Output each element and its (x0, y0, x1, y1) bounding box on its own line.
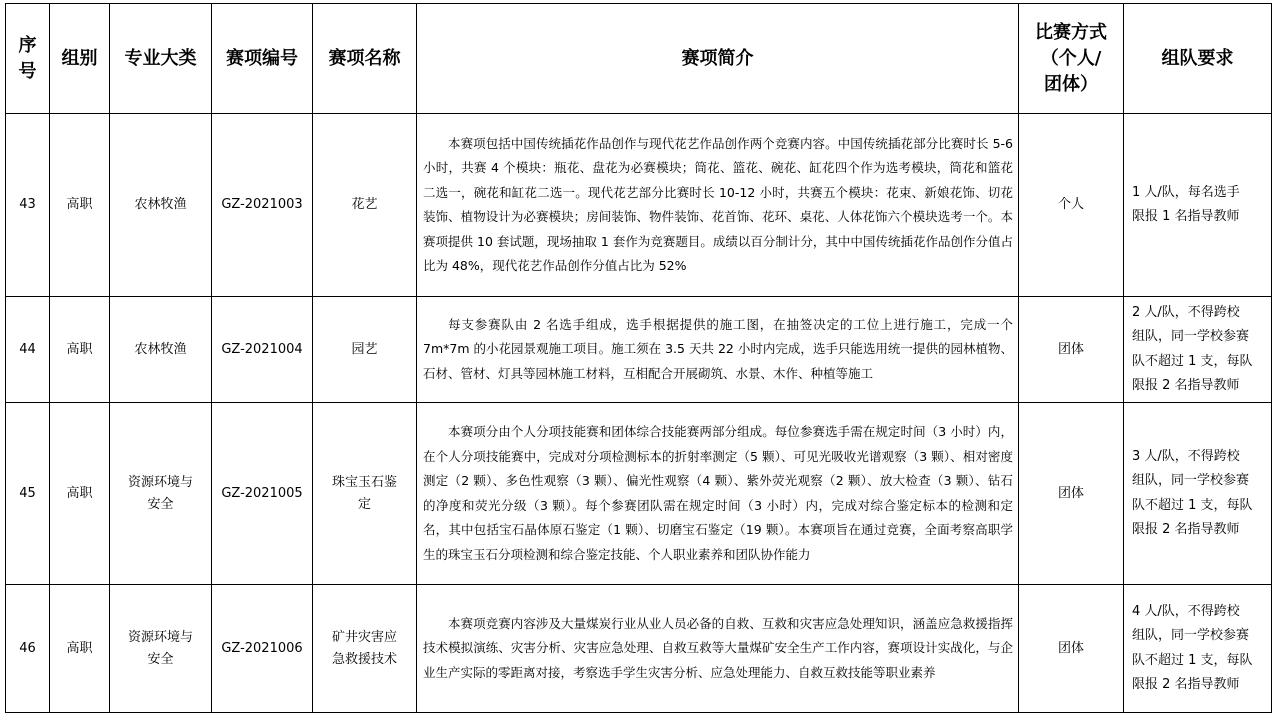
cell-intro: 本赛项分由个人分项技能赛和团体综合技能赛两部分组成。每位参赛选手需在规定时间（3 小时）内，在个人分项技能赛中，完成对分项检测标本的折射率测定（5 颗）、可见光吸收光谱观察（3 颗）、相对密度测定（2 颗）、多色性观察（3 颗）、偏光性观察（4 颗）、紫外荧光观察（2 颗）、放大检查（3 颗）、钻石的净度和荧光分级（3 颗）。每个参赛团队需在规定时间（3 小时）内，完成对综合鉴定标本的检测和定名，其中包括宝石晶体原石鉴定（1 颗）、切磨宝石鉴定（19 颗）。本赛项旨在通过竞赛，全面考察高职学生的珠宝玉石分项检测和综合鉴定技能、个人职业素养和团队协作能力 (417, 403, 1019, 585)
header-group: 组别 (50, 4, 110, 114)
cell-seq: 46 (6, 585, 50, 713)
table-row (6, 114, 1272, 297)
cell-name: 矿井灾害应 急救援技术 (313, 585, 417, 713)
header-mode: 比赛方式 （个人/ 团体） (1019, 4, 1124, 114)
cell-group: 高职 (50, 114, 110, 297)
table-row (6, 585, 1272, 713)
cell-team: 2 人/队，不得跨校 组队，同一学校参赛 队不超过 1 支，每队 限报 2 名指导教师 (1124, 297, 1272, 403)
cell-seq: 45 (6, 403, 50, 585)
cell-mode: 团体 (1019, 585, 1124, 713)
cell-code: GZ-2021003 (212, 114, 313, 297)
cell-name: 花艺 (313, 114, 417, 297)
cell-intro: 本赛项包括中国传统插花作品创作与现代花艺作品创作两个竞赛内容。中国传统插花部分比赛时长 5-6 小时，共赛 4 个模块：瓶花、盘花为必赛模块；筒花、篮花、碗花、缸花四个作为选考模块，筒花和篮花二选一，碗花和缸花二选一。现代花艺部分比赛时长 10-12 小时，共赛五个模块：花束、新娘花饰、切花装饰、植物设计为必赛模块；房间装饰、物件装饰、花首饰、花环、桌花、人体花饰六个模块选考一个。本赛项提供 10 套试题，现场抽取 1 套作为竞赛题目。成绩以百分制计分，其中中国传统插花作品创作分值占比为 48%，现代花艺作品创作分值占比为 52% (417, 114, 1019, 297)
cell-team: 4 人/队，不得跨校 组队，同一学校参赛 队不超过 1 支，每队 限报 2 名指导教师 (1124, 585, 1272, 713)
header-team: 组队要求 (1124, 4, 1272, 114)
cell-seq: 43 (6, 114, 50, 297)
cell-code: GZ-2021006 (212, 585, 313, 713)
cell-code: GZ-2021004 (212, 297, 313, 403)
cell-name: 园艺 (313, 297, 417, 403)
cell-code: GZ-2021005 (212, 403, 313, 585)
cell-major: 资源环境与 安全 (110, 403, 212, 585)
cell-intro: 本赛项竞赛内容涉及大量煤炭行业从业人员必备的自救、互救和灾害应急处理知识，涵盖应急救援指挥技术模拟演练、灾害分析、灾害应急处理、自救互救等大量煤矿安全生产工作内容，赛项设计实战化，与企业生产实际的零距离对接，考察选手学生灾害分析、应急处理能力、自救互救技能等职业素养 (417, 585, 1019, 713)
header-major: 专业大类 (110, 4, 212, 114)
table-row (6, 403, 1272, 585)
competition-table (5, 3, 1272, 713)
cell-major: 农林牧渔 (110, 114, 212, 297)
cell-team: 3 人/队，不得跨校 组队，同一学校参赛 队不超过 1 支，每队 限报 2 名指导教师 (1124, 403, 1272, 585)
cell-group: 高职 (50, 585, 110, 713)
header-code: 赛项编号 (212, 4, 313, 114)
cell-name: 珠宝玉石鉴 定 (313, 403, 417, 585)
cell-major: 资源环境与 安全 (110, 585, 212, 713)
cell-mode: 团体 (1019, 403, 1124, 585)
cell-mode: 团体 (1019, 297, 1124, 403)
cell-mode: 个人 (1019, 114, 1124, 297)
cell-intro: 每支参赛队由 2 名选手组成，选手根据提供的施工图，在抽签决定的工位上进行施工，完成一个 7m*7m 的小花园景观施工项目。施工须在 3.5 天共 22 小时内完成，选手只能选用统一提供的园林植物、石材、管材、灯具等园林施工材料，互相配合开展砌筑、水景、木作、种植等施工 (417, 297, 1019, 403)
table-row (6, 297, 1272, 403)
cell-group: 高职 (50, 403, 110, 585)
header-row (6, 4, 1272, 114)
header-intro: 赛项简介 (417, 4, 1019, 114)
cell-seq: 44 (6, 297, 50, 403)
cell-major: 农林牧渔 (110, 297, 212, 403)
header-seq: 序 号 (6, 4, 50, 114)
cell-group: 高职 (50, 297, 110, 403)
cell-team: 1 人/队，每名选手 限报 1 名指导教师 (1124, 114, 1272, 297)
header-name: 赛项名称 (313, 4, 417, 114)
